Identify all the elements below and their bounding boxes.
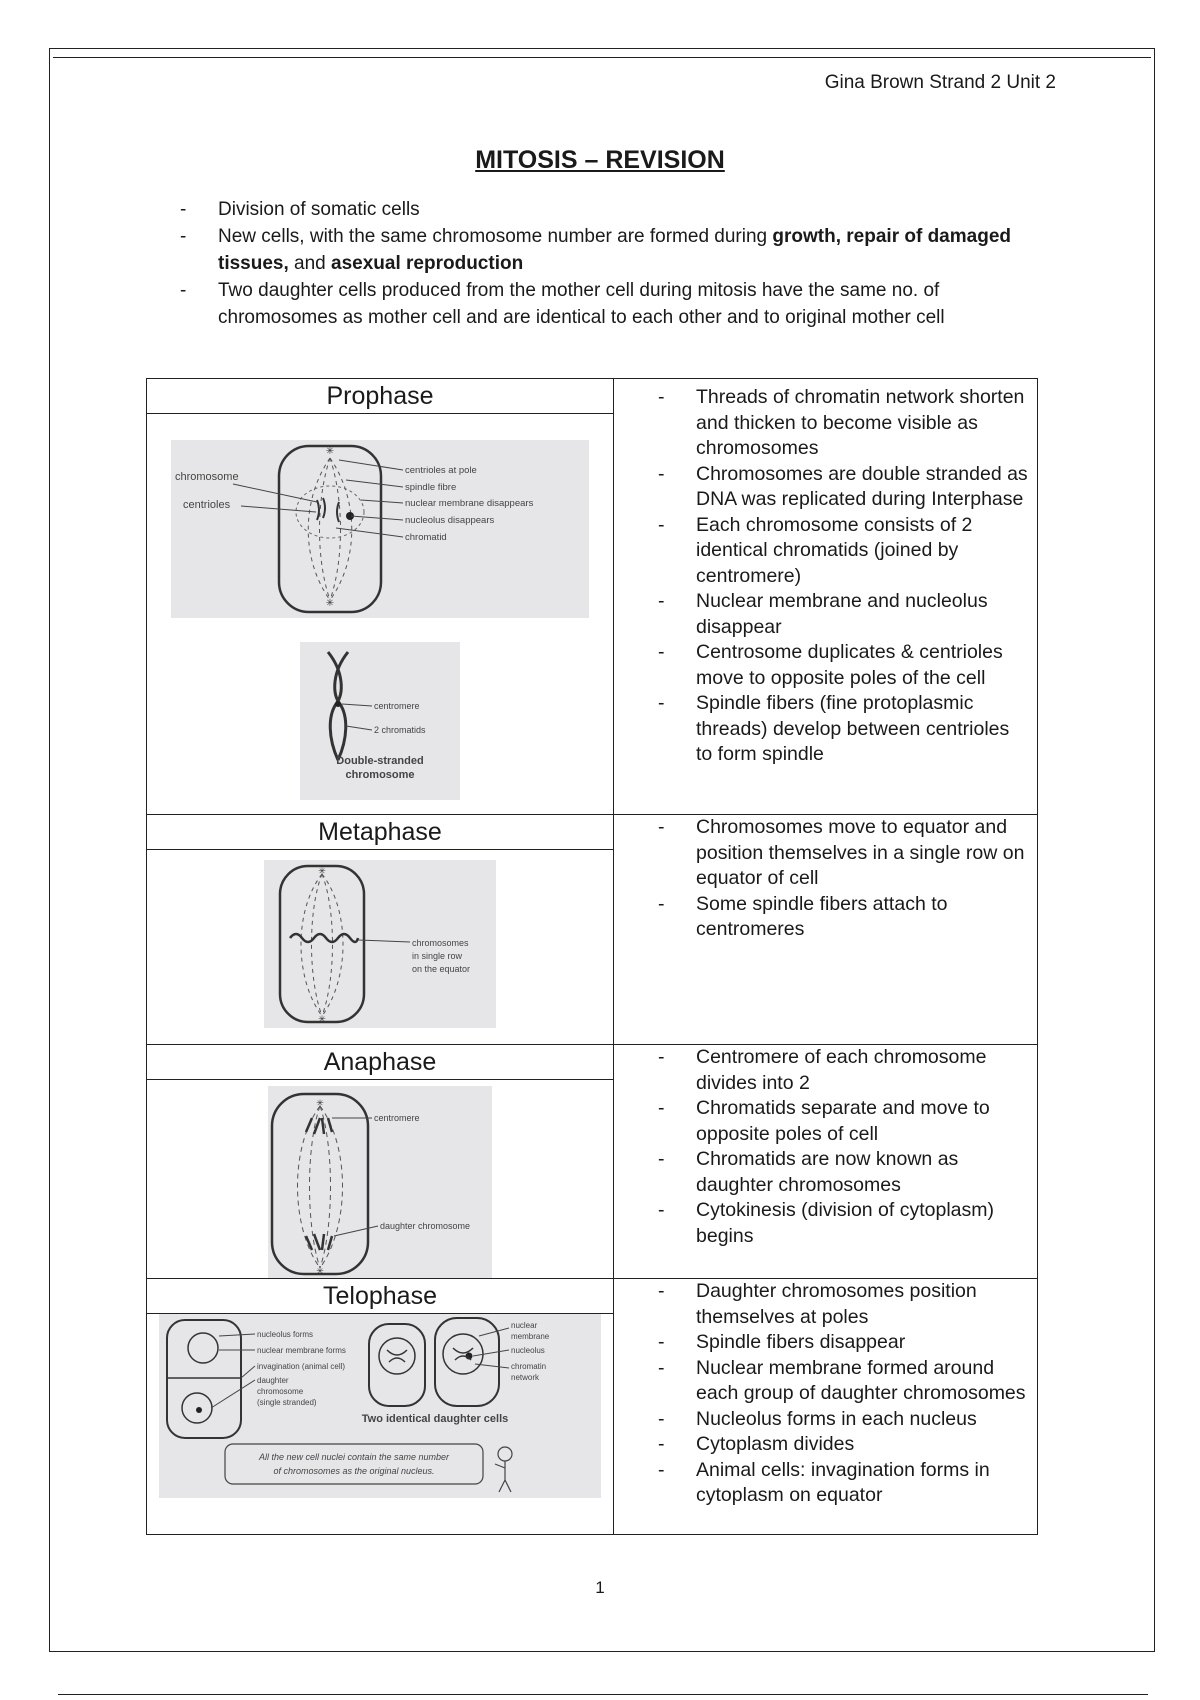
point-text: Cytoplasm divides bbox=[696, 1433, 855, 1455]
bullet-dash: - bbox=[658, 1458, 665, 1481]
anaphase-title: Anaphase bbox=[147, 1045, 613, 1080]
point-text: Spindle fibers (fine protoplasmic threads) develop between centrioles to form spindle bbox=[696, 692, 1010, 765]
list-item bbox=[614, 1045, 1029, 1096]
point-text: Chromosomes move to equator and position themselves in a single row on equator of cell bbox=[696, 816, 1025, 889]
telophase-label-nucleolus: nucleolus bbox=[511, 1346, 545, 1355]
bullet-dash: - bbox=[658, 462, 665, 485]
telophase-diagram bbox=[159, 1314, 601, 1498]
prophase-title: Prophase bbox=[147, 379, 613, 414]
intro-text: Division of somatic cells bbox=[218, 199, 420, 220]
point-text: Chromatids are now known as daughter chromosomes bbox=[696, 1148, 959, 1196]
telophase-label-invagination: invagination (animal cell) bbox=[257, 1362, 346, 1371]
telophase-description-cell bbox=[614, 1279, 1038, 1535]
point-text: Some spindle fibers attach to centromeres bbox=[696, 892, 948, 940]
bullet-dash: - bbox=[658, 816, 665, 838]
prophase-label-centrioles-at-pole: centrioles at pole bbox=[405, 465, 477, 476]
intro-text: New cells, with the same chromosome number are formed during bbox=[218, 226, 773, 247]
point-text: Nuclear membrane formed around each group of daughter chromosomes bbox=[696, 1356, 1026, 1404]
bullet-dash: - bbox=[658, 1046, 665, 1068]
intro-text: and bbox=[288, 253, 332, 274]
list-item bbox=[614, 1330, 1029, 1356]
point-text: Nuclear membrane and nucleolus disappear bbox=[696, 590, 988, 638]
caption-chromosome: chromosome bbox=[345, 769, 415, 781]
prophase-label-nucleolus: nucleolus disappears bbox=[405, 515, 495, 526]
telophase-figure-cell bbox=[147, 1279, 614, 1535]
bullet-dash: - bbox=[658, 1407, 665, 1430]
svg-text:✳: ✳ bbox=[325, 446, 335, 457]
list-item bbox=[614, 640, 1029, 691]
metaphase-points bbox=[614, 815, 1037, 943]
telophase-note-line1: All the new cell nuclei contain the same number bbox=[258, 1452, 450, 1462]
telophase-label-network: network bbox=[511, 1373, 540, 1382]
point-text: Animal cells: invagination forms in cytoplasm on equator bbox=[696, 1458, 990, 1506]
telophase-row bbox=[147, 1279, 1038, 1535]
prophase-label-centrioles: centrioles bbox=[183, 499, 231, 511]
intro-item bbox=[180, 196, 1060, 223]
metaphase-label-2: in single row bbox=[412, 951, 463, 961]
intro-item bbox=[180, 277, 1060, 331]
telophase-note-line2: of chromosomes as the original nucleus. bbox=[273, 1466, 435, 1476]
telophase-label-nucleolus-forms: nucleolus forms bbox=[257, 1330, 314, 1339]
telophase-caption: Two identical daughter cells bbox=[361, 1413, 509, 1425]
telophase-title: Telophase bbox=[147, 1279, 613, 1314]
point-text: Cytokinesis (division of cytoplasm) begins bbox=[696, 1199, 995, 1247]
bullet-dash: - bbox=[658, 1199, 665, 1221]
bullet-dash: - bbox=[658, 1331, 665, 1353]
caption-double-stranded: Double-stranded bbox=[336, 755, 424, 767]
list-item bbox=[614, 1356, 1029, 1407]
svg-text:✳: ✳ bbox=[325, 598, 335, 609]
anaphase-label-centromere: centromere bbox=[374, 1113, 420, 1123]
bullet-dash: - bbox=[180, 280, 187, 301]
phases-table bbox=[146, 378, 1038, 1535]
page-title: MITOSIS – REVISION bbox=[475, 146, 725, 174]
intro-bold-text: growth, repair of damaged tissues, bbox=[218, 226, 1011, 274]
metaphase-label-1: chromosomes bbox=[412, 938, 469, 948]
bullet-dash: - bbox=[658, 513, 665, 536]
anaphase-diagram bbox=[268, 1086, 492, 1278]
list-item bbox=[614, 1407, 1029, 1433]
bullet-dash: - bbox=[658, 1097, 665, 1119]
anaphase-figure-cell bbox=[147, 1045, 614, 1279]
prophase-label-chromosome: chromosome bbox=[175, 471, 239, 483]
bullet-dash: - bbox=[180, 226, 187, 247]
bullet-dash: - bbox=[658, 641, 665, 663]
metaphase-title: Metaphase bbox=[147, 815, 613, 850]
svg-text:✳: ✳ bbox=[316, 1266, 324, 1276]
bullet-dash: - bbox=[180, 199, 187, 220]
prophase-points bbox=[614, 379, 1037, 768]
svg-text:✳: ✳ bbox=[318, 866, 326, 876]
list-item bbox=[614, 1096, 1029, 1147]
prophase-figure-cell bbox=[147, 379, 614, 815]
list-item bbox=[614, 1458, 1029, 1509]
intro-bold-text: asexual reproduction bbox=[331, 253, 524, 274]
prophase-label-spindle: spindle fibre bbox=[405, 482, 457, 493]
label-two-chromatids: 2 chromatids bbox=[374, 725, 426, 735]
metaphase-row bbox=[147, 815, 1038, 1045]
list-item bbox=[614, 589, 1029, 640]
metaphase-label-3: on the equator bbox=[412, 964, 471, 974]
label-centromere: centromere bbox=[374, 701, 420, 711]
prophase-label-chromatid: chromatid bbox=[405, 532, 447, 543]
telophase-label-membrane-forms: nuclear membrane forms bbox=[257, 1346, 346, 1355]
anaphase-row bbox=[147, 1045, 1038, 1279]
anaphase-points bbox=[614, 1045, 1037, 1249]
list-item bbox=[614, 892, 1029, 943]
page-number: 1 bbox=[595, 1578, 605, 1597]
intro-item bbox=[180, 223, 1060, 277]
telophase-label-daughter-1: daughter bbox=[257, 1376, 289, 1385]
bullet-dash: - bbox=[658, 1280, 665, 1302]
point-text: Daughter chromosomes position themselves at poles bbox=[696, 1280, 977, 1328]
telophase-label-daughter-2: chromosome bbox=[257, 1387, 304, 1396]
list-item bbox=[614, 1432, 1029, 1458]
bullet-dash: - bbox=[658, 1433, 665, 1455]
telophase-label-membrane: membrane bbox=[511, 1332, 550, 1341]
list-item bbox=[614, 462, 1029, 513]
bullet-dash: - bbox=[658, 692, 665, 714]
author-note: Gina Brown Strand 2 Unit 2 bbox=[824, 72, 1056, 93]
svg-text:✳: ✳ bbox=[318, 1014, 326, 1024]
point-text: Nucleolus forms in each nucleus bbox=[696, 1407, 977, 1430]
list-item bbox=[614, 1198, 1029, 1249]
metaphase-figure-cell bbox=[147, 815, 614, 1045]
list-item bbox=[614, 691, 1029, 768]
telophase-points bbox=[614, 1279, 1037, 1509]
point-text: Centrosome duplicates & centrioles move to opposite poles of the cell bbox=[696, 641, 1003, 689]
telophase-label-chromatin: chromatin bbox=[511, 1362, 547, 1371]
metaphase-description-cell bbox=[614, 815, 1038, 1045]
bottom-rule bbox=[58, 1694, 1148, 1695]
metaphase-diagram bbox=[264, 860, 496, 1028]
anaphase-description-cell bbox=[614, 1045, 1038, 1279]
intro-text: Two daughter cells produced from the mother cell during mitosis have the same no. of chromosomes as mother cell and are identical to each other and to original mother cell bbox=[218, 280, 945, 328]
telophase-label-daughter-3: (single stranded) bbox=[257, 1398, 317, 1407]
bullet-dash: - bbox=[658, 1148, 665, 1170]
list-item bbox=[614, 1147, 1029, 1198]
svg-text:✳: ✳ bbox=[316, 1098, 324, 1108]
list-item bbox=[614, 513, 1029, 590]
point-text: Chromosomes are double stranded as DNA was replicated during Interphase bbox=[696, 462, 1028, 510]
list-item bbox=[614, 385, 1029, 462]
telophase-label-nuclear: nuclear bbox=[511, 1321, 538, 1330]
frame-top-rule bbox=[53, 57, 1151, 58]
point-text: Centromere of each chromosome divides into 2 bbox=[696, 1046, 987, 1094]
bullet-dash: - bbox=[658, 892, 665, 915]
prophase-description-cell bbox=[614, 379, 1038, 815]
prophase-diagram bbox=[171, 440, 589, 618]
list-item bbox=[614, 1279, 1029, 1330]
intro-list bbox=[180, 196, 1060, 331]
point-text: Chromatids separate and move to opposite poles of cell bbox=[696, 1097, 990, 1145]
bullet-dash: - bbox=[658, 590, 665, 612]
bullet-dash: - bbox=[658, 386, 665, 408]
double-stranded-chromosome-diagram bbox=[300, 642, 460, 800]
prophase-label-membrane: nuclear membrane disappears bbox=[405, 498, 534, 509]
point-text: Each chromosome consists of 2 identical chromatids (joined by centromere) bbox=[696, 513, 973, 587]
point-text: Spindle fibers disappear bbox=[696, 1331, 906, 1353]
prophase-row bbox=[147, 379, 1038, 815]
point-text: Threads of chromatin network shorten and thicken to become visible as chromosomes bbox=[696, 386, 1025, 459]
bullet-dash: - bbox=[658, 1356, 665, 1379]
list-item bbox=[614, 815, 1029, 892]
anaphase-label-daughter: daughter chromosome bbox=[380, 1221, 471, 1231]
